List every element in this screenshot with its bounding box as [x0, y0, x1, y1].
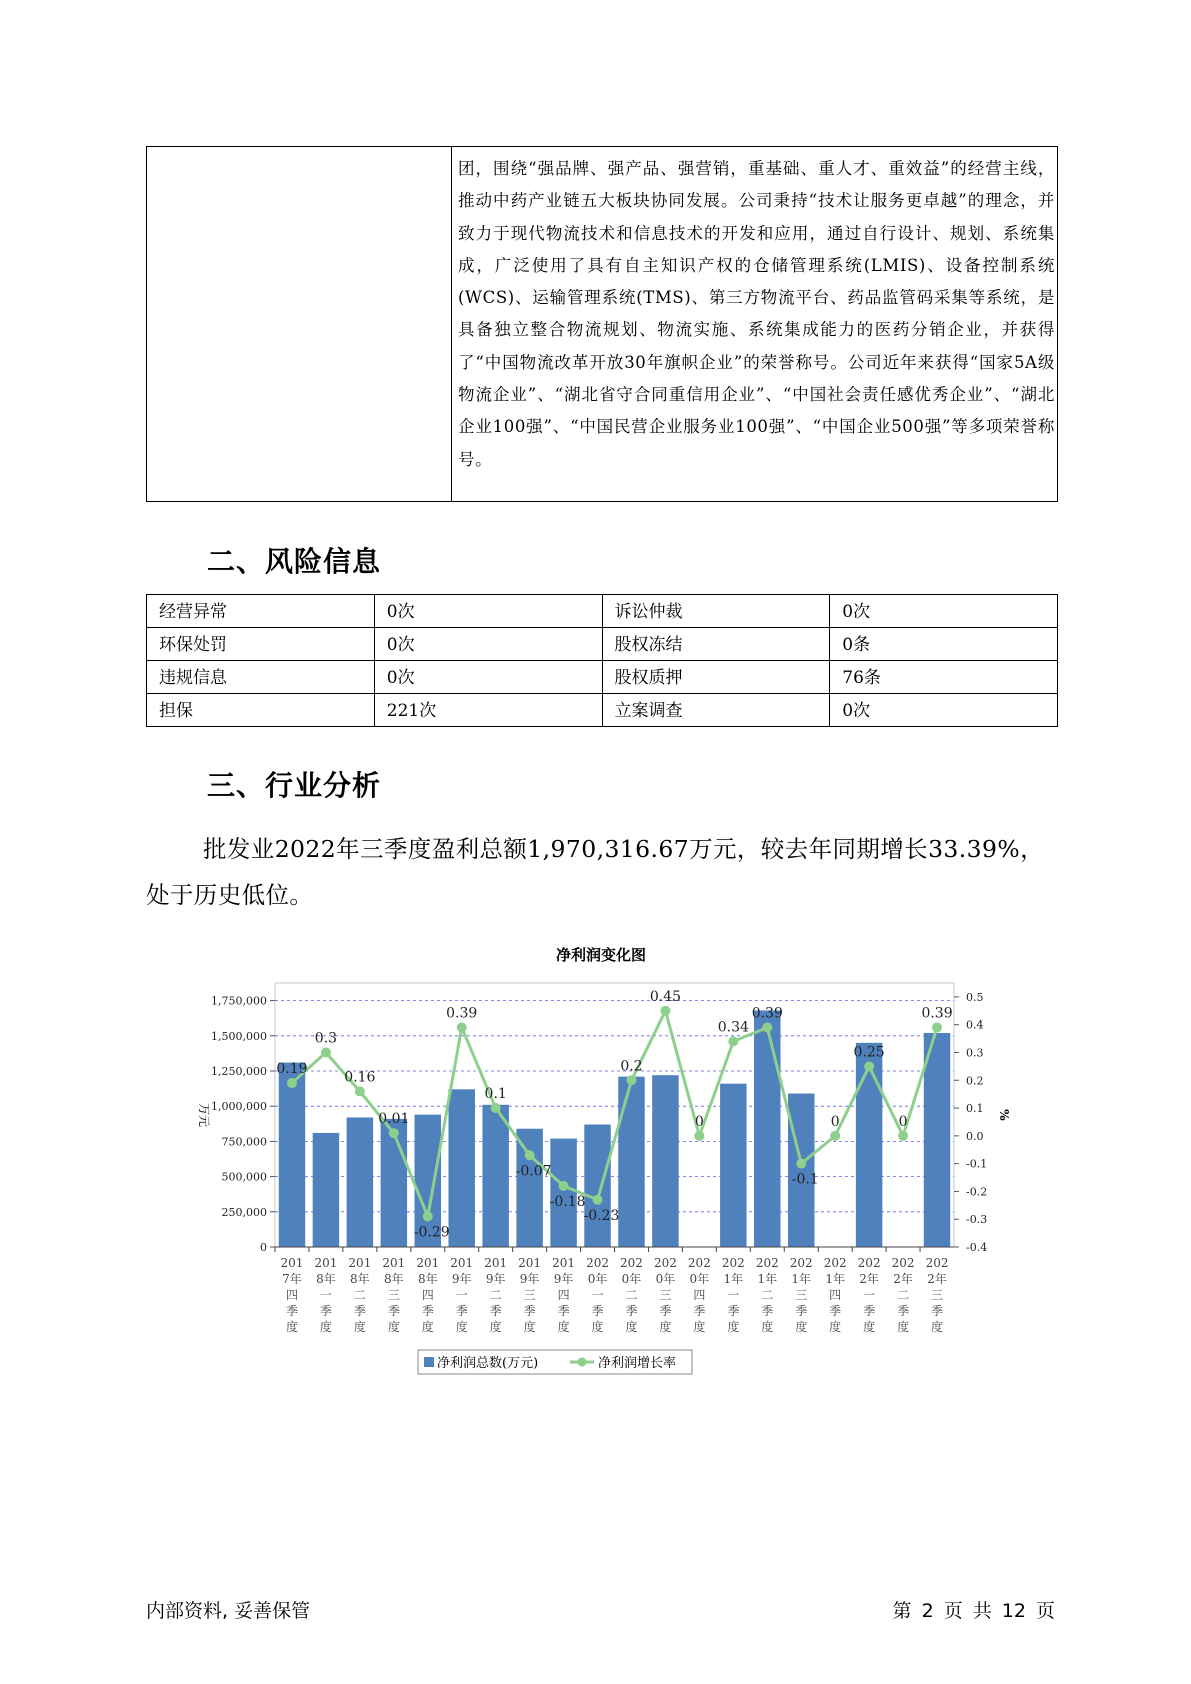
growth-rate-point — [287, 1078, 297, 1088]
risk-label: 违规信息 — [147, 661, 375, 694]
y-tick-label: 0 — [260, 1241, 267, 1254]
growth-rate-point — [559, 1181, 569, 1191]
x-tick-label: 201 8年三季度 — [382, 1256, 406, 1334]
risk-value: 76条 — [830, 661, 1058, 694]
y-tick-label: 1,250,000 — [211, 1065, 267, 1078]
bar — [313, 1133, 339, 1247]
x-tick-label: 201 8年一季度 — [314, 1256, 338, 1334]
growth-rate-label: 0.1 — [484, 1086, 507, 1103]
growth-rate-point — [457, 1022, 467, 1032]
y2-tick-label: 0.4 — [966, 1018, 984, 1032]
x-tick-label: 201 9年三季度 — [518, 1256, 542, 1334]
y2-axis-label: % — [997, 1109, 1011, 1121]
growth-rate-point — [355, 1086, 365, 1096]
y2-tick-label: -0.2 — [966, 1185, 988, 1199]
bar — [924, 1033, 950, 1247]
risk-table — [146, 594, 1058, 727]
x-tick-label: 202 2年二季度 — [891, 1256, 915, 1334]
growth-rate-label: 0.39 — [446, 1005, 478, 1022]
growth-rate-point — [626, 1075, 636, 1085]
x-tick-label: 202 1年四季度 — [823, 1256, 847, 1334]
company-intro-text: 团，围绕“强品牌、强产品、强营销，重基础、重人才、重效益”的经营主线，推动中药产业链五大板块协同发展。公司秉持“技术让服务更卓越”的理念，并致力于现代物流技术和信息技术的开发和应用，通过自行设计、规划、系统集成，广泛使用了具有自主知识产权的仓储管理系统(LMIS)、设备控制系统(WCS)、运输管理系统(TMS)、第三方物流平台、药品监管码采集等系统，是具备独立整合物流规划、物流实施、系统集成能力的医药分销企业，并获得了“中国物流改革开放30年旗帜企业”的荣誉称号。公司近年来获得“国家5A级物流企业”、“湖北省守合同重信用企业”、“中国社会责任感优秀企业”、“湖北企业100强”、“中国民营企业服务业100强”、“中国企业500强”等多项荣誉称号。 — [458, 159, 1055, 469]
growth-rate-point — [423, 1211, 433, 1221]
growth-rate-point — [796, 1159, 806, 1169]
table-row — [147, 595, 1058, 628]
bar — [788, 1094, 814, 1247]
bar — [482, 1105, 508, 1247]
bar — [347, 1117, 373, 1247]
growth-rate-point — [491, 1103, 501, 1113]
y2-tick-label: 0.5 — [966, 990, 984, 1004]
growth-rate-point — [830, 1131, 840, 1141]
risk-label: 股权冻结 — [602, 628, 830, 661]
growth-rate-label: 0.34 — [717, 1019, 749, 1036]
footer-confidential: 内部资料, 妥善保管 — [146, 1600, 311, 1622]
legend-line-marker — [578, 1358, 587, 1367]
growth-rate-label: 0.3 — [314, 1030, 338, 1047]
x-tick-label: 201 9年四季度 — [552, 1256, 576, 1334]
growth-rate-point — [762, 1022, 772, 1032]
bar — [550, 1139, 576, 1247]
growth-rate-point — [932, 1022, 942, 1032]
x-tick-label: 201 8年四季度 — [416, 1256, 440, 1334]
bar — [618, 1077, 644, 1247]
y2-tick-label: 0.1 — [966, 1102, 984, 1116]
growth-rate-label: 0.25 — [853, 1044, 885, 1061]
growth-rate-label: 0.19 — [276, 1061, 308, 1078]
growth-rate-label: 0.16 — [344, 1069, 376, 1086]
table-row — [147, 661, 1058, 694]
legend-line-label: 净利润增长率 — [598, 1356, 677, 1371]
x-tick-label: 201 9年二季度 — [484, 1256, 508, 1334]
legend-bar-label: 净利润总数(万元) — [437, 1356, 539, 1371]
y-tick-label: 1,500,000 — [211, 1029, 267, 1043]
table-row — [147, 628, 1058, 661]
x-tick-label: 202 0年四季度 — [687, 1256, 711, 1334]
growth-rate-label: 0 — [694, 1113, 704, 1130]
risk-value: 0次 — [374, 661, 602, 694]
x-tick-label: 201 7年四季度 — [280, 1256, 304, 1334]
growth-rate-point — [321, 1047, 331, 1057]
bar — [381, 1119, 407, 1247]
growth-rate-label: -0.1 — [791, 1171, 819, 1188]
risk-label: 经营异常 — [147, 595, 375, 628]
growth-rate-label: -0.07 — [515, 1163, 552, 1180]
x-tick-label: 202 1年一季度 — [721, 1256, 745, 1334]
bar — [279, 1063, 305, 1247]
growth-rate-label: -0.29 — [413, 1224, 450, 1241]
growth-rate-point — [898, 1131, 908, 1141]
growth-rate-label: 0.01 — [378, 1111, 410, 1128]
bar — [856, 1043, 882, 1247]
growth-rate-label: 0.39 — [921, 1005, 953, 1022]
growth-rate-point — [525, 1150, 535, 1160]
risk-value: 0次 — [374, 628, 602, 661]
growth-rate-point — [660, 1006, 670, 1016]
x-tick-label: 202 0年三季度 — [653, 1256, 677, 1334]
bar — [720, 1084, 746, 1247]
risk-label: 诉讼仲裁 — [602, 595, 830, 628]
y-axis-label: 万元 — [197, 1102, 211, 1128]
intro-text-cell — [452, 147, 1058, 502]
page-number: 第 2 页 共 12 页 — [892, 1600, 1055, 1622]
legend-bar-swatch — [424, 1357, 434, 1367]
bar — [584, 1125, 610, 1247]
y2-tick-label: -0.4 — [966, 1241, 988, 1254]
growth-rate-point — [864, 1061, 874, 1071]
y2-tick-label: -0.3 — [966, 1213, 988, 1227]
intro-label-cell — [147, 147, 452, 502]
x-tick-label: 202 1年三季度 — [789, 1256, 813, 1334]
risk-label: 环保处罚 — [147, 628, 375, 661]
chart-title: 净利润变化图 — [555, 946, 647, 964]
growth-rate-point — [728, 1036, 738, 1046]
y2-tick-label: 0.3 — [966, 1046, 984, 1060]
y2-tick-label: -0.1 — [966, 1157, 988, 1171]
risk-value: 221次 — [374, 694, 602, 727]
growth-rate-label: 0 — [830, 1113, 840, 1130]
risk-label: 担保 — [147, 694, 375, 727]
x-tick-label: 202 0年二季度 — [620, 1256, 643, 1334]
net-profit-chart — [176, 940, 1026, 1400]
table-row — [147, 694, 1058, 727]
y2-tick-label: 0.2 — [966, 1074, 984, 1088]
x-tick-label: 202 2年三季度 — [925, 1256, 949, 1334]
growth-rate-label: -0.23 — [583, 1207, 620, 1224]
growth-rate-point — [694, 1131, 704, 1141]
growth-rate-point — [389, 1128, 399, 1138]
growth-rate-label: -0.18 — [549, 1193, 586, 1210]
growth-rate-label: 0.45 — [649, 988, 682, 1005]
bar — [516, 1129, 542, 1247]
x-tick-label: 202 0年一季度 — [586, 1256, 609, 1334]
y-tick-label: 250,000 — [221, 1205, 267, 1219]
risk-label: 立案调查 — [602, 694, 830, 727]
bar — [652, 1075, 678, 1247]
chart-svg — [176, 940, 1026, 1400]
y-tick-label: 500,000 — [221, 1170, 267, 1184]
y2-tick-label: 0.0 — [966, 1129, 984, 1143]
risk-heading: 二、风险信息 — [207, 545, 382, 578]
risk-value: 0次 — [374, 595, 602, 628]
bar — [448, 1089, 474, 1247]
risk-value: 0次 — [830, 694, 1058, 727]
y-tick-label: 1,000,000 — [211, 1100, 267, 1114]
risk-value: 0次 — [830, 595, 1058, 628]
risk-value: 0条 — [830, 628, 1058, 661]
industry-paragraph: 批发业2022年三季度盈利总额1,970,316.67万元，较去年同期增长33.39%，处于历史低位。 — [146, 835, 1044, 909]
company-intro-table — [146, 146, 1058, 502]
y-tick-label: 1,750,000 — [211, 994, 267, 1008]
y-tick-label: 750,000 — [221, 1135, 267, 1149]
x-tick-label: 201 9年一季度 — [450, 1256, 474, 1334]
x-tick-label: 202 1年二季度 — [755, 1256, 779, 1334]
risk-label: 股权质押 — [602, 661, 830, 694]
growth-rate-label: 0.2 — [620, 1058, 643, 1075]
growth-rate-point — [593, 1195, 603, 1205]
growth-rate-label: 0.39 — [751, 1005, 783, 1022]
growth-rate-label: 0 — [898, 1113, 908, 1130]
x-tick-label: 201 8年二季度 — [348, 1256, 372, 1334]
industry-heading: 三、行业分析 — [207, 769, 382, 802]
bar — [754, 1010, 780, 1247]
x-tick-label: 202 2年一季度 — [857, 1256, 881, 1334]
